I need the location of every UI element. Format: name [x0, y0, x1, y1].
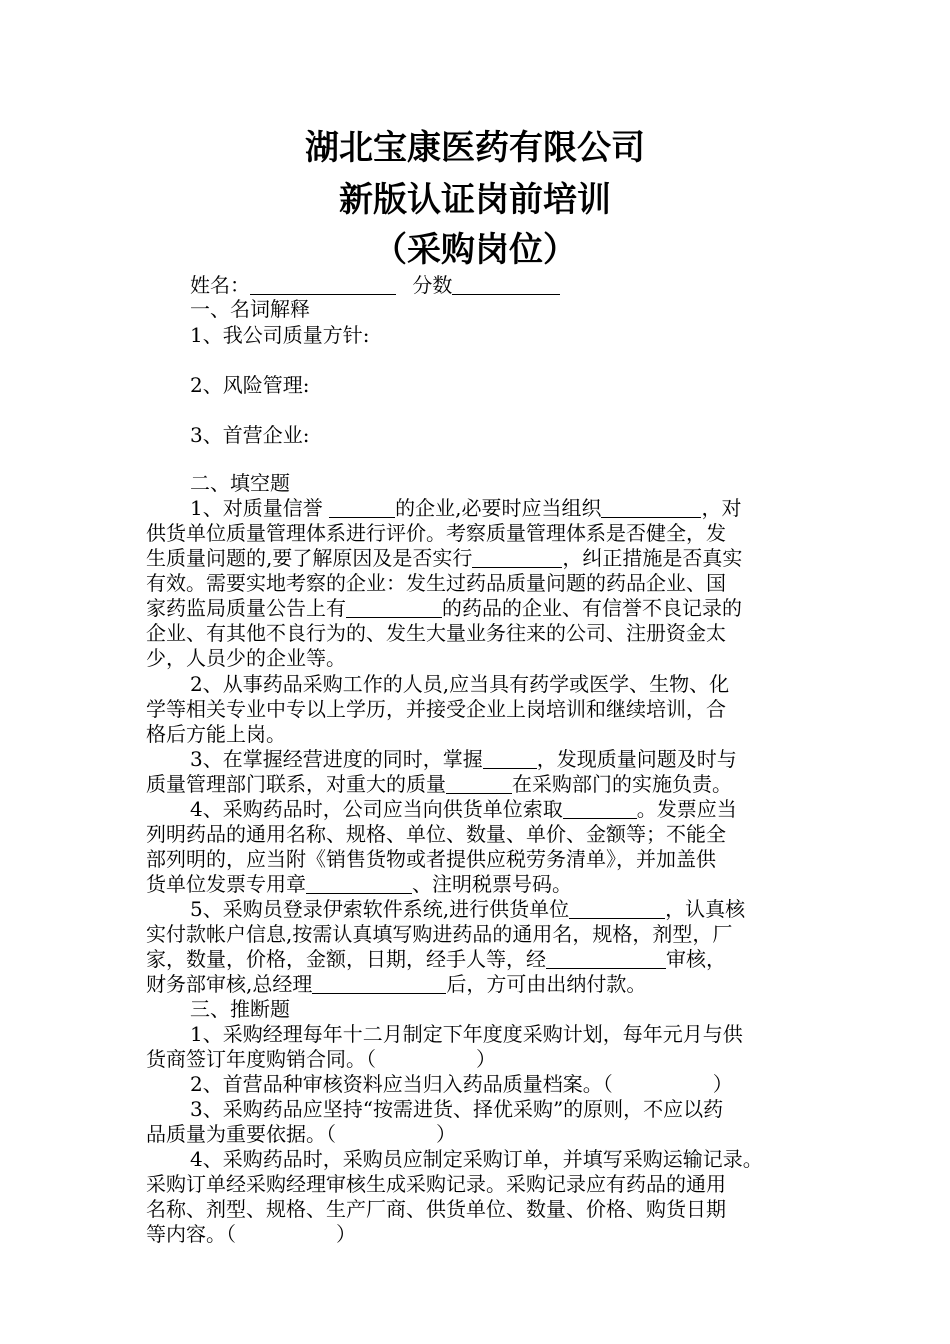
- judge-q4-line1: 4、采购药品时，采购员应制定采购订单，并填写采购运输记录。: [190, 1147, 763, 1171]
- text-segment: ，对: [701, 496, 742, 520]
- name-blank[interactable]: [250, 274, 396, 295]
- term-item-3: 3、首营企业:: [190, 423, 310, 447]
- fill-q5-line2: 实付款帐户信息,按需认真填写购进药品的通用名，规格，剂型，厂: [146, 922, 733, 946]
- answer-blank[interactable]: [446, 773, 512, 794]
- text-segment: 审核，: [666, 947, 726, 971]
- fill-q1-line1: [190, 495, 850, 521]
- text-segment: 在采购部门的实施负责。: [512, 772, 732, 796]
- text-segment: 财务部审核,总经理: [146, 972, 313, 996]
- judge-q2-line1: 2、首营品种审核资料应当归入药品质量档案。（ ）: [190, 1072, 733, 1096]
- answer-blank[interactable]: [472, 547, 562, 568]
- judge-q4-line2: 采购订单经采购经理审核生成采购记录。采购记录应有药品的通用: [146, 1172, 726, 1196]
- fill-q4-line2: 列明药品的通用名称、规格、单位、数量、单价、金额等；不能全: [146, 822, 726, 846]
- answer-blank[interactable]: [569, 898, 665, 919]
- fill-q2-line2: 学等相关专业中专以上学历，并接受企业上岗培训和继续培训，合: [146, 697, 726, 721]
- fill-q4-line1: [190, 796, 850, 822]
- text-segment: 4、采购药品时，公司应当向供货单位索取: [190, 797, 563, 821]
- answer-blank[interactable]: [563, 798, 637, 819]
- text-segment: 货单位发票专用章: [146, 872, 306, 896]
- answer-blank[interactable]: [346, 597, 442, 618]
- answer-blank[interactable]: [483, 748, 537, 769]
- text-segment: ，认真核: [665, 897, 746, 921]
- fill-q1-line4: 有效。需要实地考察的企业：发生过药品质量问题的药品企业、国: [146, 571, 726, 595]
- fill-q5-line1: [190, 896, 850, 922]
- fill-q1-line6: 企业、有其他不良行为的、发生大量业务往来的公司、注册资金太: [146, 621, 726, 645]
- score-blank[interactable]: [452, 274, 560, 295]
- judge-q3-line2: 品质量为重要依据。（ ）: [146, 1122, 456, 1146]
- text-segment: ，纠正措施是否真实: [562, 546, 743, 570]
- term-item-2: 2、风险管理:: [190, 373, 310, 397]
- fill-blank-heading: 二、填空题: [190, 471, 290, 495]
- text-segment: 的企业,必要时应当组织: [395, 496, 602, 520]
- fill-q3-line2: [146, 771, 806, 797]
- judge-q3-line1: 3、采购药品应坚持“按需进货、择优采购”的原则，不应以药: [190, 1097, 724, 1121]
- answer-blank[interactable]: [306, 873, 412, 894]
- text-segment: 质量管理部门联系，对重大的质量: [146, 772, 446, 796]
- fill-q2-line3: 格后方能上岗。: [146, 722, 286, 746]
- text-segment: 1、对质量信誉: [190, 496, 330, 520]
- text-segment: 家，数量，价格，金额，日期，经手人等，经: [146, 947, 546, 971]
- fill-q1-line3: [146, 545, 806, 571]
- fill-q5-line4: [146, 971, 806, 997]
- fill-q2-line1: 2、从事药品采购工作的人员,应当具有药学或医学、生物、化: [190, 672, 730, 696]
- text-segment: 3、在掌握经营进度的同时，掌握: [190, 747, 483, 771]
- term-item-1: 1、我公司质量方针:: [190, 323, 370, 347]
- fill-q1-line2: 供货单位质量管理体系进行评价。考察质量管理体系是否健全，发: [146, 521, 726, 545]
- text-segment: 。发票应当: [636, 797, 737, 821]
- fill-q3-line1: [190, 746, 850, 772]
- company-title: 湖北宝康医药有限公司: [305, 128, 645, 168]
- fill-q1-line7: 少，人员少的企业等。: [146, 646, 346, 670]
- judge-q4-line4: 等内容。（ ）: [146, 1222, 356, 1246]
- judge-heading: 三、推断题: [190, 997, 290, 1021]
- text-segment: 的药品的企业、有信誉不良记录的: [442, 596, 742, 620]
- judge-q1-line1: 1、采购经理每年十二月制定下年度度采购计划，每年元月与供: [190, 1022, 743, 1046]
- answer-blank[interactable]: [329, 497, 395, 518]
- training-title: 新版认证岗前培训: [339, 180, 611, 220]
- name-label: 姓名：: [190, 273, 250, 297]
- fill-q4-line4: [146, 871, 806, 897]
- judge-q1-line2: 货商签订年度购销合同。（ ）: [146, 1047, 496, 1071]
- terms-heading: 一、名词解释: [190, 297, 310, 321]
- text-segment: 生质量问题的,要了解原因及是否实行: [146, 546, 473, 570]
- fill-q4-line3: 部列明的，应当附《销售货物或者提供应税劳务清单》，并加盖供: [146, 847, 716, 871]
- fill-q1-line5: [146, 595, 806, 621]
- fill-q5-line3: [146, 946, 806, 972]
- text-segment: ，发现质量问题及时与: [536, 747, 737, 771]
- position-title: （采购岗位）: [373, 230, 577, 270]
- candidate-info-row: [190, 272, 850, 298]
- judge-q4-line3: 名称、剂型、规格、生产厂商、供货单位、数量、价格、购货日期: [146, 1197, 726, 1221]
- answer-blank[interactable]: [312, 973, 446, 994]
- text-segment: 5、采购员登录伊索软件系统,进行供货单位: [190, 897, 570, 921]
- text-segment: 、注明税票号码。: [412, 872, 572, 896]
- answer-blank[interactable]: [546, 948, 666, 969]
- answer-blank[interactable]: [601, 497, 701, 518]
- score-label: 分数: [412, 273, 453, 297]
- text-segment: 后，方可由出纳付款。: [446, 972, 647, 996]
- text-segment: 家药监局质量公告上有: [146, 596, 346, 620]
